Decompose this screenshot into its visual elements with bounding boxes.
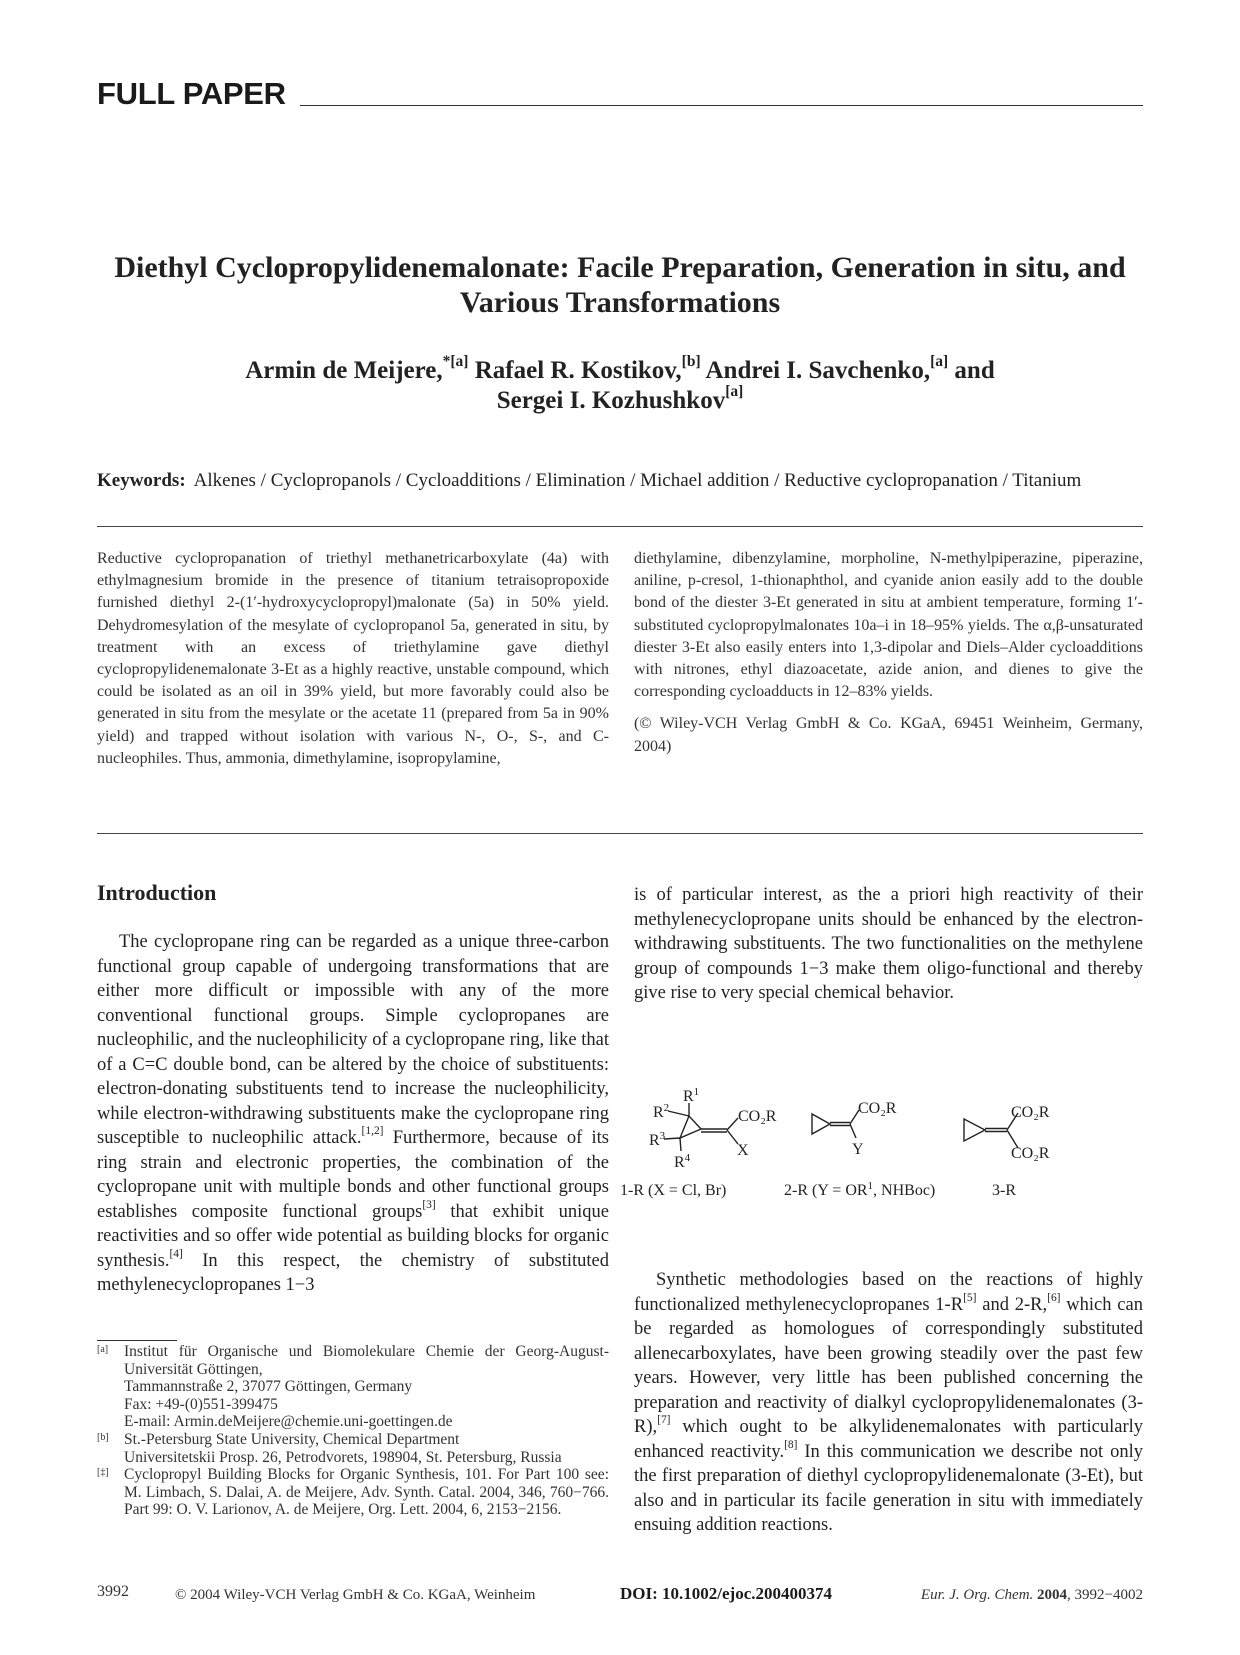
substituent-x: X (737, 1142, 749, 1159)
introduction-right-column-continued (634, 1268, 1143, 1538)
keywords-label: Keywords: (97, 470, 186, 491)
abstract-copyright: (© Wiley-VCH Verlag GmbH & Co. KGaA, 69451 Weinheim, Germany, 2004) (634, 715, 1143, 755)
author-affiliation-mark: [a] (930, 353, 949, 371)
citation[interactable]: [7] (657, 1414, 671, 1427)
section-label: FULL PAPER (97, 76, 286, 111)
author-affiliation-mark: *[a] (442, 353, 469, 371)
body-text: which ought to be alkylidenemalonates with particularly enhanced reactivity. (634, 1417, 1143, 1462)
footnote-mark: [a] (97, 1344, 109, 1355)
author-name: Rafael R. Kostikov, (474, 357, 682, 384)
introduction-right-column: is of particular interest, as the a priori high reactivity of their methylenecyclopropane units should be enhanced by the electron-withdrawing substituents. The two functionalities on the methylene group of compounds 1−3 make them oligo-functional and thereby give rise to very special chemical behavior. (634, 885, 1143, 1003)
structure-1-R (664, 1103, 738, 1151)
journal-pages: , 3992−4002 (1067, 1587, 1143, 1603)
authors-and: and (954, 357, 995, 384)
footnote-line: St.-Petersburg State University, Chemical Department (124, 1430, 460, 1448)
footnote-series-note (97, 1466, 609, 1519)
journal-name: Eur. J. Org. Chem. (920, 1587, 1034, 1603)
footer-copyright: © 2004 Wiley-VCH Verlag GmbH & Co. KGaA, Weinheim (175, 1587, 536, 1603)
footnote-affiliation-b (97, 1431, 609, 1466)
footnote-email[interactable]: E-mail: Armin.deMeijere@chemie.uni-goettingen.de (124, 1413, 453, 1431)
chemical-structures-scheme (620, 1086, 1143, 1218)
citation[interactable]: [6] (1047, 1291, 1061, 1304)
author-affiliation-mark: [b] (681, 353, 701, 371)
footnote-line: Fax: +49-(0)551-399475 (124, 1395, 278, 1413)
introduction-left-column (97, 930, 609, 1298)
ester-group: CO₂R (858, 1100, 897, 1117)
structure-1-caption: 1-R (X = Cl, Br) (620, 1182, 727, 1199)
substituent-y: Y (852, 1141, 864, 1158)
ester-group: CO₂R (1011, 1145, 1050, 1162)
citation[interactable]: [1,2] (361, 1125, 384, 1138)
footnote-line: Universitetskii Prosp. 26, Petrodvorets, 198904, St. Petersburg, Russia (124, 1448, 562, 1466)
abstract-left-column: Reductive cyclopropanation of triethyl methanetricarboxylate (4a) with ethylmagnesium bromide in the presence of titanium tetraisopropoxide furnished diethyl 2-(1′-hydroxycyclopropyl)malonate (5a) in 50% yield. Dehydromesylation of the mesylate of cyclopropanol 5a, generated in situ, by treatment with an excess of triethylamine gave diethyl cyclopropylidenemalonate 3-Et as a highly reactive, unstable compound, which could be isolated as an oil in 39% yield, but more favorably could also be generated in situ from the mesylate or the acetate 11 (prepared from 5a in 90% yield) and trapped without isolation with various N-, O-, S-, and C-nucleophiles. Thus, ammonia, dimethylamine, isopropylamine, (97, 550, 609, 767)
body-text: In this communication we describe not only the first preparation of diethyl cyclopropylidenemalonate (3-Et), but also and in particular its facile generation in situ with immediately ensuing addition reactions. (634, 1441, 1144, 1535)
doi-link[interactable]: DOI: 10.1002/ejoc.200400374 (620, 1584, 833, 1603)
keywords-rule (97, 526, 1143, 527)
article-title: Diethyl Cyclopropylidenemalonate: Facile Preparation, Generation in situ, and Various Transformations (114, 251, 1126, 319)
substituent-r1: $R^1$ (683, 1086, 700, 1105)
abstract-rule (97, 833, 1143, 834)
footnotes (97, 1343, 609, 1519)
introduction-heading: Introduction (97, 880, 217, 905)
substituent-r3: $R^3$ (649, 1130, 666, 1149)
structure-3-R (964, 1113, 1018, 1148)
citation[interactable]: [4] (169, 1247, 183, 1260)
citation[interactable]: [8] (784, 1438, 798, 1451)
author-list (90, 353, 1150, 416)
structure-2-caption: 2-R ($Y = OR^1$, NHBoc) (784, 1180, 936, 1199)
footnote-text (124, 1431, 609, 1466)
body-text: The cyclopropane ring can be regarded as a unique three-carbon functional group capable of undergoing transformations that are either more difficult or impossible with any of the more conventional functional groups. Simple cyclopropanes are nucleophilic, and the nucleophilicity of a cyclopropane ring, like that of a C=C double bond, can be altered by the choice of substituents: electron-donating substituents tend to increase the nucleophilicity, while electron-withdrawing substituents make the cyclopropane ring susceptible to nucleophilic attack. (97, 932, 609, 1148)
footnote-text (124, 1343, 609, 1431)
author-name: Armin de Meijere, (245, 357, 443, 384)
page-number: 3992 (97, 1583, 129, 1600)
abstract-text: diethylamine, dibenzylamine, morpholine, N-methylpiperazine, piperazine, aniline, p-cresol, 1-thionaphthol, and cyanide anion easily add to the double bond of the diester 3-Et generated in situ at ambient temperature, forming 1′-substituted cyclopropylmalonates 10a–i in 18–95% yields. The α,β-unsaturated diester 3-Et also easily enters into 1,3-dipolar and Diels–Alder cycloadditions with nitrones, ethyl diazoacetate, azide anion, and dienes to give the corresponding cycloadducts in 12–83% yields. (634, 550, 1143, 701)
keywords (97, 468, 1143, 493)
structure-2-R (812, 1110, 859, 1138)
author-name: Andrei I. Savchenko, (705, 357, 931, 384)
footnote-line: Institut für Organische und Biomolekulare Chemie der Georg-August-Universität Göttingen, (124, 1343, 609, 1378)
header-rule (300, 105, 1143, 106)
author-name: Sergei I. Kozhushkov (496, 387, 726, 414)
citation[interactable]: [3] (422, 1198, 436, 1211)
ester-group: CO₂R (1011, 1104, 1050, 1121)
footnote-mark: [‡] (97, 1467, 109, 1479)
journal-year: 2004 (1037, 1587, 1068, 1603)
body-text: which can be regarded as homologues of correspondingly substituted allenecarboxylates, have been growing steadily over the past few years. However, very little has been published concerning the preparation and reactivity of dialkyl cyclopropylidenemalonates (3-R), (634, 1294, 1143, 1437)
structure-3-caption: 3-R (992, 1182, 1016, 1199)
footnote-mark: [b] (97, 1431, 109, 1443)
journal-citation (921, 1587, 1143, 1604)
body-text: In this respect, the chemistry of substituted methylenecyclopropanes 1−3 (97, 1250, 609, 1295)
body-text: and 2-R, (976, 1294, 1048, 1315)
substituent-r2: $R^2$ (653, 1102, 670, 1121)
body-text: that exhibit unique reactivities and so offer wide potential as building blocks for organic synthesis. (97, 1201, 609, 1271)
footnote-line: Tammannstraße 2, 37077 Göttingen, Germany (124, 1378, 413, 1396)
body-text: Furthermore, because of its ring strain and electronic properties, the combination of the cyclopropane unit with multiple bonds and other functional groups establishes composite functional groups (97, 1128, 609, 1222)
substituent-r4: $R^4$ (674, 1152, 691, 1171)
author-affiliation-mark: [a] (725, 383, 744, 401)
citation[interactable]: [5] (963, 1291, 977, 1304)
abstract-right-column (634, 548, 1143, 768)
page-footer (97, 1583, 1143, 1611)
keywords-list: Alkenes / Cyclopropanols / Cycloadditions / Elimination / Michael addition / Reductive cyclopropanation / Titanium (193, 470, 1082, 491)
body-text: Synthetic methodologies based on the reactions of highly functionalized methylenecyclopropanes 1-R (634, 1270, 1143, 1315)
footnote-affiliation-a (97, 1343, 609, 1431)
footnote-text: Cyclopropyl Building Blocks for Organic Synthesis, 101. For Part 100 see: M. Limbach, S. Dalai, A. de Meijere, Adv. Synth. Catal. 2004, 346, 760−766. Part 99: O. V. Larionov, A. de Meijere, Org. Lett. 2004, 6, 2153−2156. (124, 1466, 609, 1519)
ester-group: CO₂R (738, 1108, 777, 1125)
